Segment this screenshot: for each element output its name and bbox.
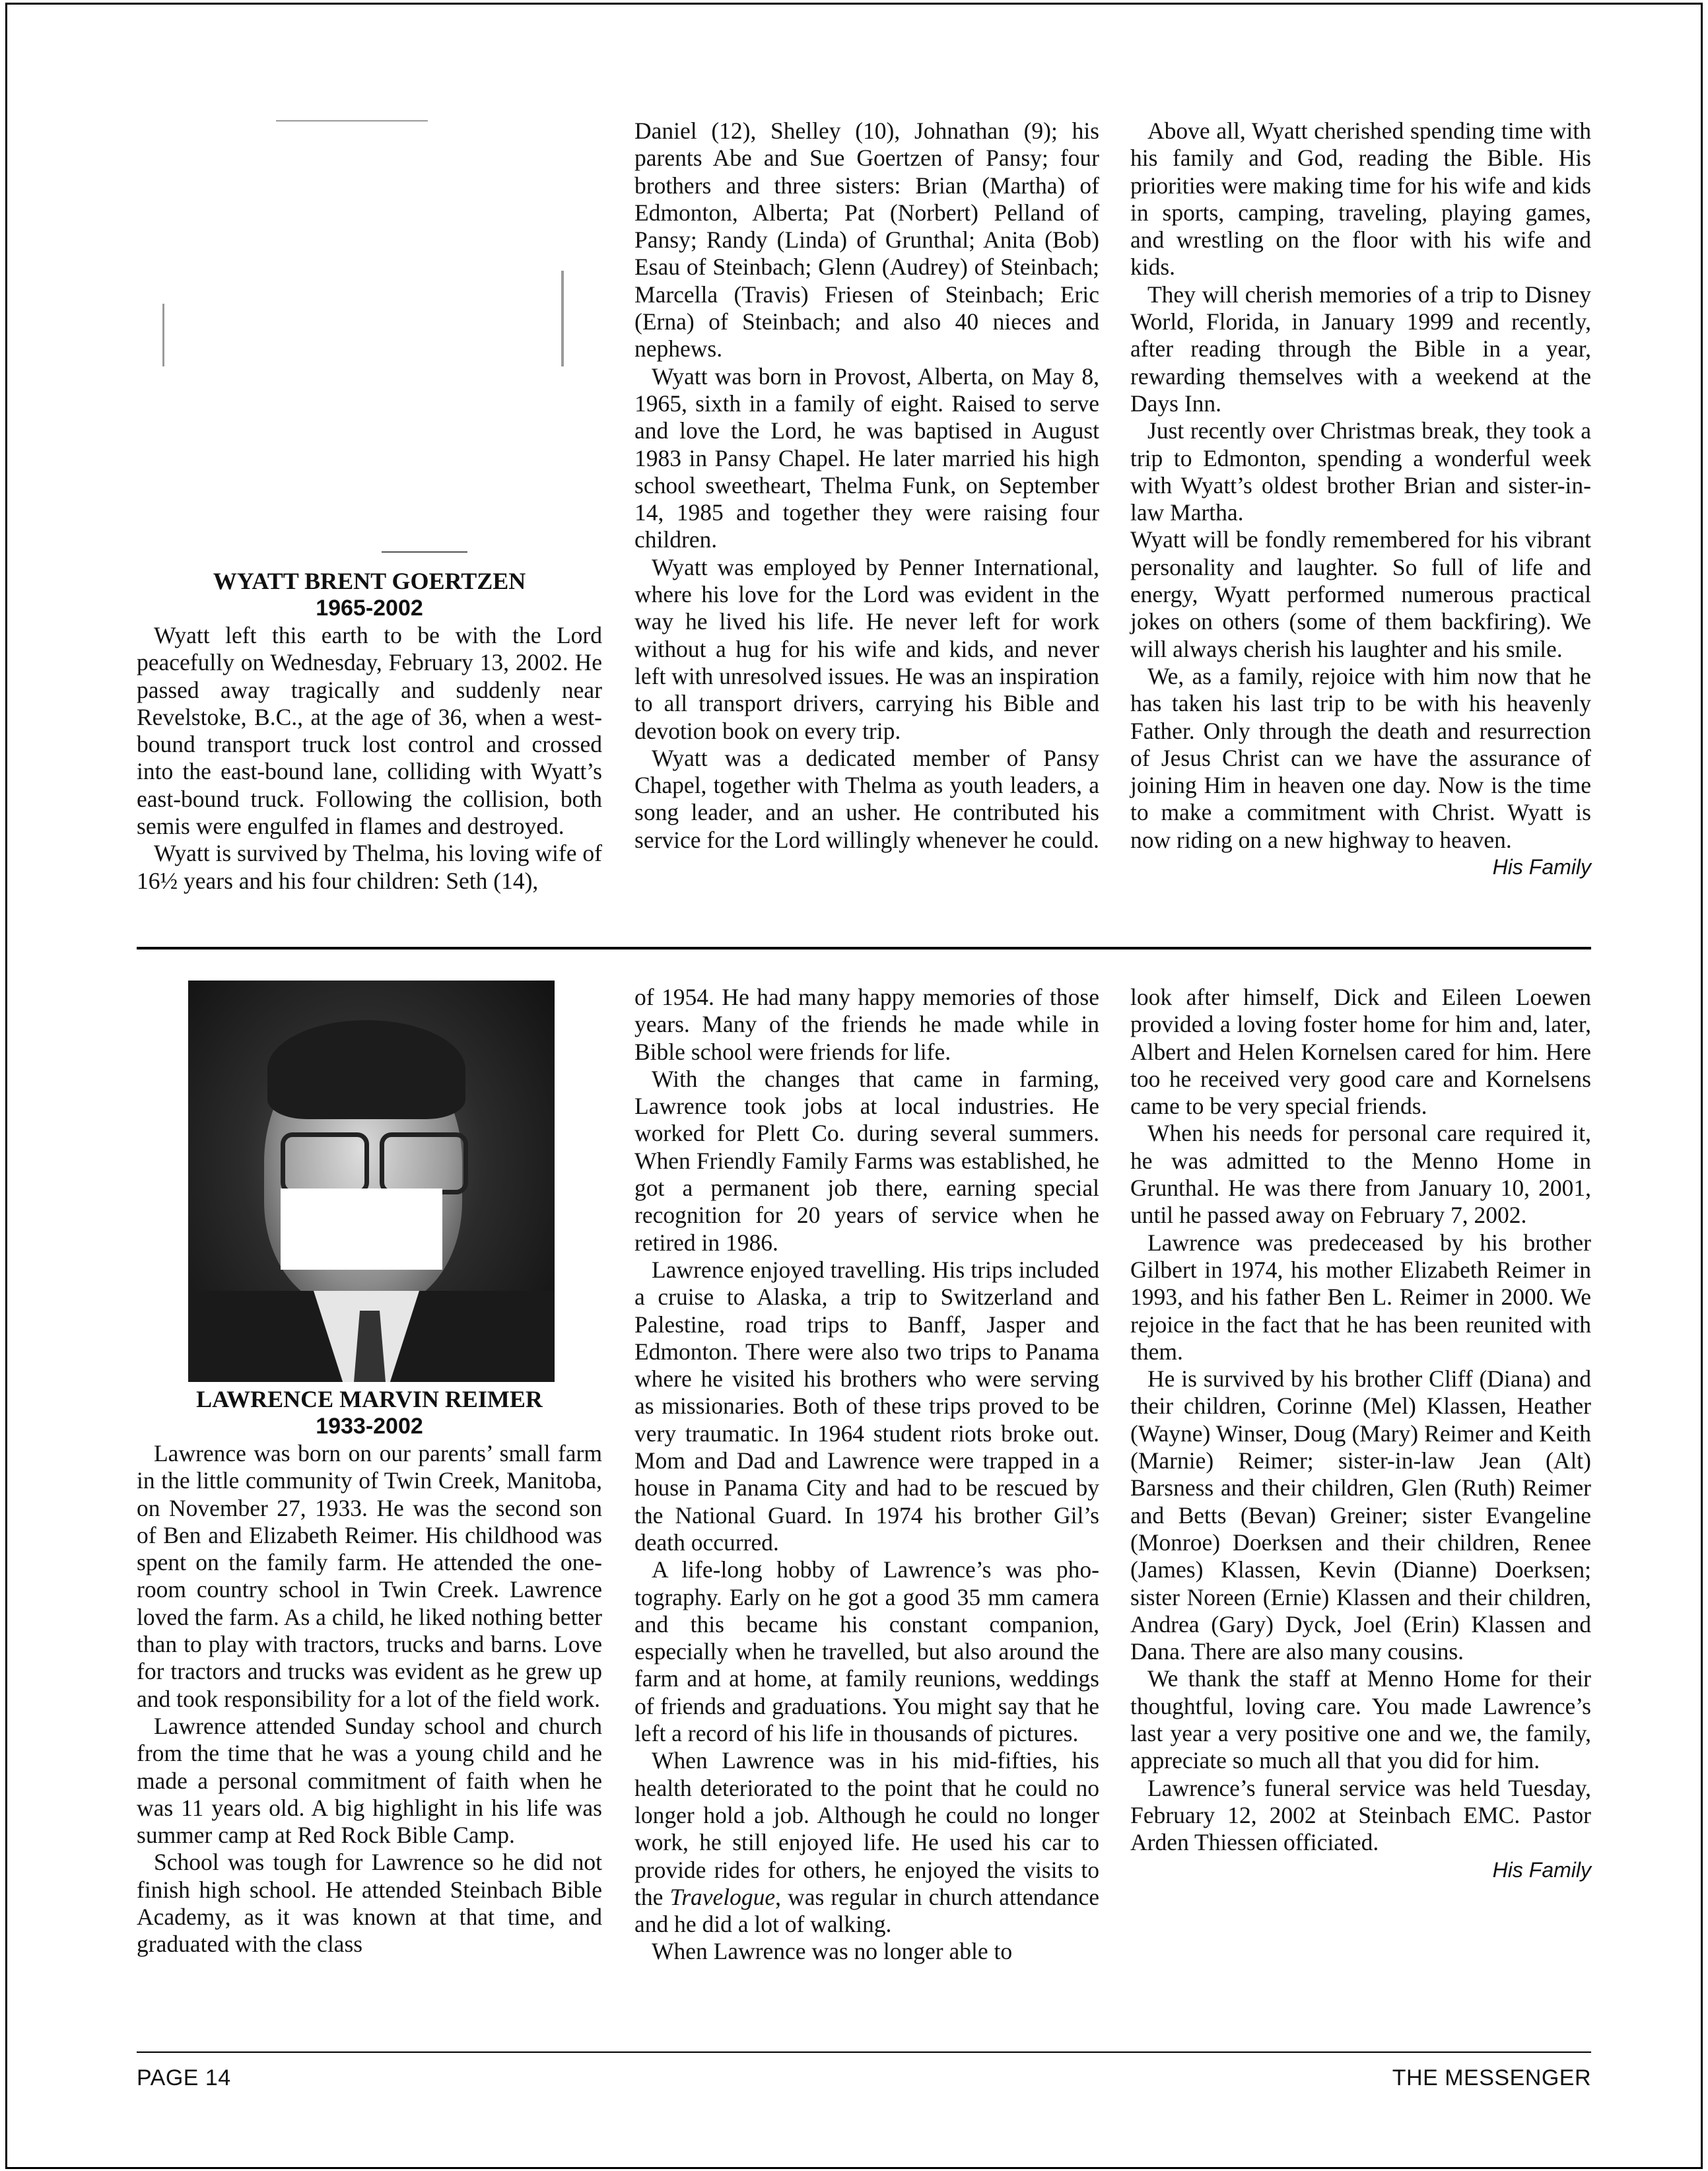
reimer-paragraph xyxy=(634,1747,1099,1938)
reimer-text: , was regular in church attendance and he did a lot of walking. xyxy=(634,1883,1100,1938)
reimer-paragraph: When Lawrence was no longer able to xyxy=(652,1938,1013,1965)
reimer-paragraph: Lawrence enjoyed travelling. His trips included a cruise to Alaska, a trip to Switzerland and Palestine, road trips to Banff, Jasper and Edmonton. There were also two trips to Panama where he visited his brothers who were serving as missionaries. Both of these trips proved to be very traumatic. In 1964 student riots broke out. Mom and Dad and Lawrence were trapped in a house in Panama City and had to be rescued by the National Guard. In 1974 his brother Gil’s death occurred. xyxy=(634,1256,1099,1556)
reimer-paragraph: School was tough for Lawrence so he did not finish high school. He attended Steinbach Bible Academy, as it was known at that time, and graduated with the class xyxy=(137,1849,602,1958)
reimer-paragraph: look after himself, Dick and Eileen Loewen provided a loving foster home for him and, later, Albert and Helen Kornelsen cared for him. Here too he received very good care and Kornelsens came to be very special friends. xyxy=(1130,984,1591,1120)
obituary-photo-goertzen xyxy=(157,119,573,489)
footer-rule xyxy=(137,2051,1591,2053)
goertzen-column-3 xyxy=(1130,118,1591,880)
goertzen-paragraph: Just recently over Christmas break, they took a trip to Edmonton, spending a wonderful week with Wyatt’s oldest brother Brian and sister-in-law Martha. xyxy=(1130,417,1591,526)
reimer-column-1 xyxy=(137,1386,602,1958)
goertzen-years: 1965-2002 xyxy=(316,596,423,621)
reimer-paragraph: When his needs for personal care required it, he was admitted to the Menno Home in Grunthal. He was there from January 10, 2001, until he passed away on February 7, 2002. xyxy=(1130,1120,1591,1229)
goertzen-column-1 xyxy=(137,568,602,895)
reimer-paragraph: With the changes that came in farming, Lawrence took jobs at local industries. He worked for Plett Co. during several summers. When Friendly Family Farms was established, he got a permanent job there, earning special recognition for 20 years of service when he retired in 1986. xyxy=(634,1065,1099,1256)
goertzen-paragraph: They will cherish memories of a trip to Disney World, Florida, in January 1999 and recently, after reading through the Bible in a year, rewarding themselves with a weekend at the Days Inn. xyxy=(1130,281,1591,417)
reimer-name-heading: LAWRENCE MARVIN REIMER xyxy=(196,1386,543,1412)
reimer-paragraph: Lawrence’s funeral service was held Tuesday, February 12, 2002 at Steinbach EMC. Pastor Arden Thiessen officiated. xyxy=(1130,1774,1591,1856)
margin-mark xyxy=(1701,489,1703,502)
reimer-paragraph: We thank the staff at Menno Home for their thoughtful, loving care. You made Lawrence’s last year a very positive one and we, the family, appreciate so much all that you did for him. xyxy=(1130,1665,1591,1774)
reimer-paragraph: Lawrence was predeceased by his brother Gilbert in 1974, his mother Elizabeth Reimer in 1993, and his father Ben L. Reimer in 2000. We rejoice in the fact that he has been reunited with them. xyxy=(1130,1229,1591,1365)
redaction-box xyxy=(281,1189,442,1270)
glasses-left-lens xyxy=(281,1132,369,1194)
goertzen-paragraph: Above all, Wyatt cherished spending time with his family and God, reading the Bible. His priorities were making time for his wife and kids in sports, camping, traveling, playing games, and wrestling on the floor with his wife and kids. xyxy=(1130,118,1591,281)
goertzen-paragraph: Wyatt left this earth to be with the Lord peacefully on Wednesday, February 13, 2002. He passed away tragically and suddenly near Revelstoke, B.C., at the age of 36, when a west-bound transport truck lost control and crossed into the east-bound lane, colliding with Wyatt’s east-bound truck. Following the collision, both semis were engulfed in flames and destroyed. xyxy=(137,622,602,840)
publication-name: THE MESSENGER xyxy=(1392,2065,1591,2090)
reimer-paragraph: A life-long hobby of Lawrence’s was photography. Early on he got a good 35 mm camera and this became his constant companion, especially when he travelled, but also around the farm and at home, at family reunions, weddings of friends and graduations. You might say that he left a record of his life in thousands of pictures. xyxy=(634,1556,1099,1747)
reimer-column-2 xyxy=(634,984,1099,1966)
glasses-right-lens xyxy=(380,1132,468,1194)
reimer-years: 1933-2002 xyxy=(316,1414,423,1439)
reimer-paragraph: of 1954. He had many happy memories of those years. Many of the friends he made while in Bible school were friends for life. xyxy=(634,984,1099,1065)
goertzen-paragraph: Wyatt is survived by Thelma, his loving wife of 16½ years and his four children: Seth (14), xyxy=(137,840,602,894)
portrait-hair xyxy=(267,1020,465,1119)
goertzen-signature: His Family xyxy=(1492,855,1591,879)
margin-mark xyxy=(1701,941,1703,954)
travelogue-title: Travelogue xyxy=(669,1883,776,1910)
obituary-photo-reimer xyxy=(188,981,555,1382)
reimer-paragraph: Lawrence attended Sunday school and church from the time that he was a young child and he made a personal commitment of faith when he was 11 years old. A big highlight in his life was summer camp at Red Rock Bible Camp. xyxy=(137,1712,602,1849)
goertzen-name-heading: WYATT BRENT GOERTZEN xyxy=(213,568,526,594)
goertzen-paragraph: Wyatt was a dedicated member of Pansy Chapel, together with Thelma as youth leaders, a song leader, and an usher. He contributed his service for the Lord willingly whenever he could. xyxy=(634,744,1099,853)
goertzen-paragraph: We, as a family, rejoice with him now that he has taken his last trip to be with his heavenly Father. Only through the death and resurrection of Jesus Christ can we have the assurance of joining Him in heaven one day. Now is the time to make a commitment with Christ. Wyatt is now riding on a new highway to heaven. xyxy=(1130,662,1591,853)
reimer-column-3 xyxy=(1130,984,1591,1883)
goertzen-paragraph: Daniel (12), Shelley (10), Johnathan (9); his parents Abe and Sue Goertzen of Pansy; four brothers and three sisters: Brian (Martha) of Edmonton, Alberta; Pat (Norbert) Pelland of Pansy; Randy (Linda) of Grunthal; Anita (Bob) Esau of Steinbach; Glenn (Audrey) of Steinbach; Marcella (Travis) Friesen of Steinbach; Eric (Erna) of Steinbach; and also 40 nieces and nephews. xyxy=(634,118,1099,362)
page-number: PAGE 14 xyxy=(137,2065,231,2090)
goertzen-paragraph: Wyatt will be fondly remembered for his vibrant personality and laughter. So full of life and energy, Wyatt performed numerous practical jokes on others (some of them backfiring). We will always cherish his laughter and his smile. xyxy=(1130,526,1591,662)
goertzen-paragraph: Wyatt was employed by Penner International, where his love for the Lord was evident in the way he lived his life. He never left for work without a hug for his wife and kids, and never left with unresolved issues. He was an inspiration to all transport drivers, carrying his Bible and devotion book on every trip. xyxy=(634,553,1099,744)
reimer-paragraph: Lawrence was born on our parents’ small farm in the little community of Twin Creek, Manitoba, on November 27, 1933. He was the second son of Ben and Elizabeth Reimer. His childhood was spent on the family farm. He attended the one-room country school in Twin Creek. Lawrence loved the farm. As a child, he liked nothing better than to play with tractors, trucks and barns. Love for tractors and trucks was evident as he grew up and took responsibility for a lot of the field work. xyxy=(137,1440,602,1712)
reimer-paragraph: He is survived by his brother Cliff (Diana) and their children, Corinne (Mel) Klassen, Heather (Wayne) Winser, Doug (Mary) Reimer and Keith (Marnie) Reimer; sister-in-law Jean (Alt) Barsness and their children, Glen (Ruth) Reimer and Betts (Bevan) Greiner; sister Evangeline (Monroe) Doerksen and their children, Renee (James) Klassen, Kevin (Dianne) Doerksen; sister Noreen (Ernie) Klassen and their children, Andrea (Gary) Dyck, Joel (Erin) Klassen and Dana. There are also many cousins. xyxy=(1130,1365,1591,1665)
section-divider xyxy=(137,947,1591,949)
reimer-text: When Lawrence was in his mid-fifties, his health deteriorated to the point that he could no longer hold a job. Although he could no longer work, he still enjoyed life. He used his car to provide rides for others, he enjoyed the visits to the xyxy=(634,1747,1099,1910)
goertzen-paragraph: Wyatt was born in Provost, Alberta, on May 8, 1965, sixth in a family of eight. Raised to serve and love the Lord, he was baptised in August 1983 in Pansy Chapel. He later married his high school sweetheart, Thelma Funk, on September 14, 1985 and together they were raising four children. xyxy=(634,362,1099,553)
goertzen-column-2 xyxy=(634,118,1099,854)
reimer-signature: His Family xyxy=(1492,1857,1591,1882)
